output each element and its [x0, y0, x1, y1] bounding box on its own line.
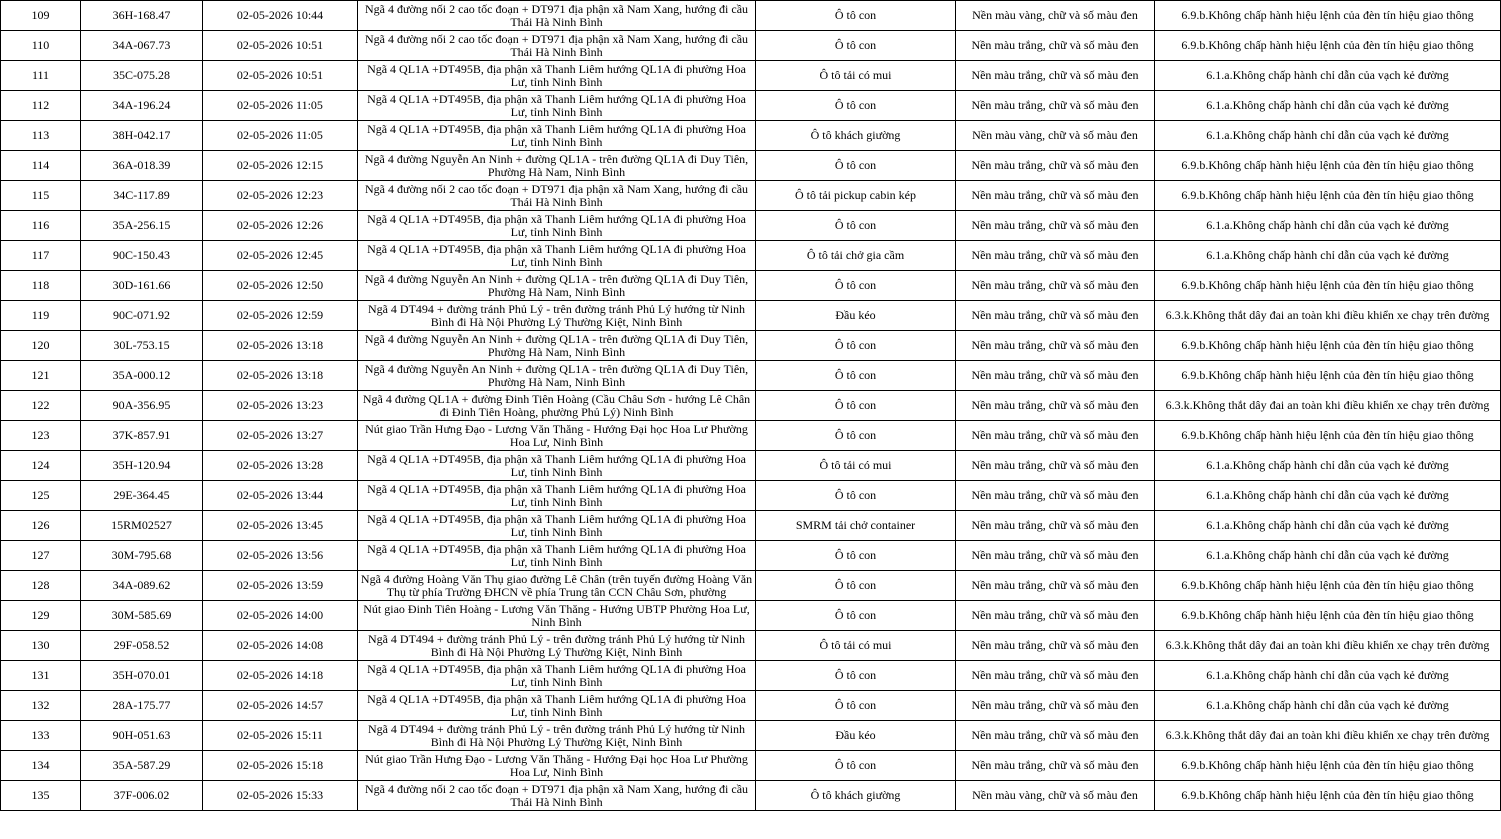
violation-cell: 6.1.a.Không chấp hành chỉ dẫn của vạch kẻ đường: [1155, 451, 1501, 481]
vehicle-type-cell: Đầu kéo: [756, 301, 956, 331]
vehicle-type-cell: Ô tô con: [756, 91, 956, 121]
row-number-cell: 130: [1, 631, 81, 661]
plate-number-cell: 37K-857.91: [81, 421, 203, 451]
row-number-cell: 113: [1, 121, 81, 151]
plate-number-cell: 36H-168.47: [81, 1, 203, 31]
row-number-cell: 133: [1, 721, 81, 751]
row-number-cell: 126: [1, 511, 81, 541]
plate-color-cell: Nền màu vàng, chữ và số màu đen: [956, 121, 1155, 151]
plate-number-cell: 34A-196.24: [81, 91, 203, 121]
table-row: [1, 121, 1501, 151]
location-cell: Ngã 4 đường nối 2 cao tốc đoạn + DT971 địa phận xã Nam Xang, hướng đi cầu Thái Hà Ninh Bình: [358, 181, 756, 211]
timestamp-cell: 02-05-2026 14:18: [203, 661, 358, 691]
location-cell: Ngã 4 QL1A +DT495B, địa phận xã Thanh Liêm hướng QL1A đi phường Hoa Lư, tỉnh Ninh Bình: [358, 511, 756, 541]
plate-number-cell: 90C-150.43: [81, 241, 203, 271]
vehicle-type-cell: Ô tô con: [756, 601, 956, 631]
violation-cell: 6.9.b.Không chấp hành hiệu lệnh của đèn tín hiệu giao thông: [1155, 31, 1501, 61]
location-cell: Ngã 4 đường nối 2 cao tốc đoạn + DT971 địa phận xã Nam Xang, hướng đi cầu Thái Hà Ninh Bình: [358, 31, 756, 61]
vehicle-type-cell: Ô tô con: [756, 361, 956, 391]
table-row: [1, 511, 1501, 541]
row-number-cell: 128: [1, 571, 81, 601]
timestamp-cell: 02-05-2026 15:33: [203, 781, 358, 811]
violation-cell: 6.3.k.Không thắt dây đai an toàn khi điều khiển xe chạy trên đường: [1155, 301, 1501, 331]
plate-number-cell: 30M-795.68: [81, 541, 203, 571]
row-number-cell: 120: [1, 331, 81, 361]
vehicle-type-cell: Đầu kéo: [756, 721, 956, 751]
timestamp-cell: 02-05-2026 10:51: [203, 61, 358, 91]
table-row: [1, 391, 1501, 421]
location-cell: Ngã 4 đường Hoàng Văn Thụ giao đường Lê Chân (trên tuyến đường Hoàng Văn Thụ từ phía Trường ĐHCN về phía Trung tân CCN Châu Sơn, phường: [358, 571, 756, 601]
row-number-cell: 114: [1, 151, 81, 181]
table-row: [1, 61, 1501, 91]
location-cell: Ngã 4 DT494 + đường tránh Phủ Lý - trên đường tránh Phủ Lý hướng từ Ninh Bình đi Hà Nội Phường Lý Thường Kiệt, Ninh Bình: [358, 721, 756, 751]
plate-color-cell: Nền màu trắng, chữ và số màu đen: [956, 31, 1155, 61]
location-cell: Ngã 4 QL1A +DT495B, địa phận xã Thanh Liêm hướng QL1A đi phường Hoa Lư, tỉnh Ninh Bình: [358, 661, 756, 691]
table-row: [1, 571, 1501, 601]
plate-color-cell: Nền màu trắng, chữ và số màu đen: [956, 211, 1155, 241]
violation-cell: 6.1.a.Không chấp hành chỉ dẫn của vạch kẻ đường: [1155, 241, 1501, 271]
location-cell: Ngã 4 đường Nguyễn An Ninh + đường QL1A - trên đường QL1A đi Duy Tiên, Phường Hà Nam, Ninh Bình: [358, 361, 756, 391]
violation-cell: 6.9.b.Không chấp hành hiệu lệnh của đèn tín hiệu giao thông: [1155, 751, 1501, 781]
plate-color-cell: Nền màu trắng, chữ và số màu đen: [956, 751, 1155, 781]
timestamp-cell: 02-05-2026 10:51: [203, 31, 358, 61]
timestamp-cell: 02-05-2026 13:23: [203, 391, 358, 421]
location-cell: Ngã 4 đường QL1A + đường Đinh Tiên Hoàng (Cầu Châu Sơn - hướng Lê Chân đi Đinh Tiên Hoàng, phường Phủ Lý) Ninh Bình: [358, 391, 756, 421]
location-cell: Ngã 4 đường nối 2 cao tốc đoạn + DT971 địa phận xã Nam Xang, hướng đi cầu Thái Hà Ninh Bình: [358, 781, 756, 811]
violation-cell: 6.3.k.Không thắt dây đai an toàn khi điều khiển xe chạy trên đường: [1155, 721, 1501, 751]
violation-cell: 6.1.a.Không chấp hành chỉ dẫn của vạch kẻ đường: [1155, 61, 1501, 91]
row-number-cell: 112: [1, 91, 81, 121]
plate-number-cell: 35H-120.94: [81, 451, 203, 481]
timestamp-cell: 02-05-2026 12:59: [203, 301, 358, 331]
plate-color-cell: Nền màu trắng, chữ và số màu đen: [956, 91, 1155, 121]
vehicle-type-cell: Ô tô tải pickup cabin kép: [756, 181, 956, 211]
timestamp-cell: 02-05-2026 12:45: [203, 241, 358, 271]
row-number-cell: 115: [1, 181, 81, 211]
violation-cell: 6.9.b.Không chấp hành hiệu lệnh của đèn tín hiệu giao thông: [1155, 1, 1501, 31]
timestamp-cell: 02-05-2026 13:59: [203, 571, 358, 601]
plate-color-cell: Nền màu trắng, chữ và số màu đen: [956, 661, 1155, 691]
row-number-cell: 117: [1, 241, 81, 271]
location-cell: Nút giao Đinh Tiên Hoàng - Lương Văn Thăng - Hướng UBTP Phường Hoa Lư, Ninh Bình: [358, 601, 756, 631]
vehicle-type-cell: Ô tô con: [756, 421, 956, 451]
location-cell: Nút giao Trần Hưng Đạo - Lương Văn Thăng - Hướng Đại học Hoa Lư Phường Hoa Lư, Ninh Bình: [358, 421, 756, 451]
table-row: [1, 211, 1501, 241]
table-row: [1, 781, 1501, 811]
location-cell: Ngã 4 QL1A +DT495B, địa phận xã Thanh Liêm hướng QL1A đi phường Hoa Lư, tỉnh Ninh Bình: [358, 121, 756, 151]
violation-cell: 6.9.b.Không chấp hành hiệu lệnh của đèn tín hiệu giao thông: [1155, 781, 1501, 811]
table-body: [1, 1, 1501, 811]
plate-color-cell: Nền màu trắng, chữ và số màu đen: [956, 631, 1155, 661]
timestamp-cell: 02-05-2026 12:50: [203, 271, 358, 301]
violation-cell: 6.1.a.Không chấp hành chỉ dẫn của vạch kẻ đường: [1155, 481, 1501, 511]
table-row: [1, 721, 1501, 751]
timestamp-cell: 02-05-2026 13:44: [203, 481, 358, 511]
violation-cell: 6.9.b.Không chấp hành hiệu lệnh của đèn tín hiệu giao thông: [1155, 601, 1501, 631]
table-row: [1, 271, 1501, 301]
location-cell: Ngã 4 đường nối 2 cao tốc đoạn + DT971 địa phận xã Nam Xang, hướng đi cầu Thái Hà Ninh Bình: [358, 1, 756, 31]
row-number-cell: 116: [1, 211, 81, 241]
plate-number-cell: 38H-042.17: [81, 121, 203, 151]
vehicle-type-cell: Ô tô con: [756, 271, 956, 301]
vehicle-type-cell: Ô tô tải có mui: [756, 631, 956, 661]
plate-number-cell: 35A-256.15: [81, 211, 203, 241]
plate-color-cell: Nền màu vàng, chữ và số màu đen: [956, 1, 1155, 31]
plate-number-cell: 35H-070.01: [81, 661, 203, 691]
table-row: [1, 661, 1501, 691]
plate-color-cell: Nền màu trắng, chữ và số màu đen: [956, 601, 1155, 631]
row-number-cell: 129: [1, 601, 81, 631]
timestamp-cell: 02-05-2026 13:56: [203, 541, 358, 571]
row-number-cell: 132: [1, 691, 81, 721]
vehicle-type-cell: Ô tô con: [756, 571, 956, 601]
location-cell: Ngã 4 đường Nguyễn An Ninh + đường QL1A - trên đường QL1A đi Duy Tiên, Phường Hà Nam, Ninh Bình: [358, 151, 756, 181]
plate-number-cell: 37F-006.02: [81, 781, 203, 811]
location-cell: Ngã 4 QL1A +DT495B, địa phận xã Thanh Liêm hướng QL1A đi phường Hoa Lư, tỉnh Ninh Bình: [358, 691, 756, 721]
vehicle-type-cell: Ô tô con: [756, 151, 956, 181]
plate-color-cell: Nền màu trắng, chữ và số màu đen: [956, 721, 1155, 751]
plate-color-cell: Nền màu trắng, chữ và số màu đen: [956, 241, 1155, 271]
timestamp-cell: 02-05-2026 15:18: [203, 751, 358, 781]
violation-cell: 6.1.a.Không chấp hành chỉ dẫn của vạch kẻ đường: [1155, 691, 1501, 721]
row-number-cell: 109: [1, 1, 81, 31]
row-number-cell: 134: [1, 751, 81, 781]
table-row: [1, 601, 1501, 631]
row-number-cell: 131: [1, 661, 81, 691]
violation-cell: 6.9.b.Không chấp hành hiệu lệnh của đèn tín hiệu giao thông: [1155, 271, 1501, 301]
table-row: [1, 691, 1501, 721]
timestamp-cell: 02-05-2026 15:11: [203, 721, 358, 751]
table-row: [1, 241, 1501, 271]
violation-cell: 6.1.a.Không chấp hành chỉ dẫn của vạch kẻ đường: [1155, 541, 1501, 571]
plate-number-cell: 30L-753.15: [81, 331, 203, 361]
plate-color-cell: Nền màu trắng, chữ và số màu đen: [956, 391, 1155, 421]
location-cell: Ngã 4 DT494 + đường tránh Phủ Lý - trên đường tránh Phủ Lý hướng từ Ninh Bình đi Hà Nội Phường Lý Thường Kiệt, Ninh Bình: [358, 631, 756, 661]
table-row: [1, 481, 1501, 511]
timestamp-cell: 02-05-2026 13:18: [203, 361, 358, 391]
violation-cell: 6.1.a.Không chấp hành chỉ dẫn của vạch kẻ đường: [1155, 211, 1501, 241]
plate-number-cell: 35A-000.12: [81, 361, 203, 391]
plate-number-cell: 30D-161.66: [81, 271, 203, 301]
table-row: [1, 361, 1501, 391]
plate-number-cell: 90A-356.95: [81, 391, 203, 421]
timestamp-cell: 02-05-2026 13:27: [203, 421, 358, 451]
location-cell: Ngã 4 QL1A +DT495B, địa phận xã Thanh Liêm hướng QL1A đi phường Hoa Lư, tỉnh Ninh Bình: [358, 541, 756, 571]
vehicle-type-cell: Ô tô con: [756, 691, 956, 721]
plate-color-cell: Nền màu trắng, chữ và số màu đen: [956, 481, 1155, 511]
row-number-cell: 125: [1, 481, 81, 511]
plate-color-cell: Nền màu vàng, chữ và số màu đen: [956, 781, 1155, 811]
violation-cell: 6.9.b.Không chấp hành hiệu lệnh của đèn tín hiệu giao thông: [1155, 361, 1501, 391]
vehicle-type-cell: Ô tô con: [756, 1, 956, 31]
table-row: [1, 181, 1501, 211]
vehicle-type-cell: Ô tô con: [756, 541, 956, 571]
row-number-cell: 110: [1, 31, 81, 61]
plate-color-cell: Nền màu trắng, chữ và số màu đen: [956, 451, 1155, 481]
violation-cell: 6.3.k.Không thắt dây đai an toàn khi điều khiển xe chạy trên đường: [1155, 391, 1501, 421]
table-row: [1, 31, 1501, 61]
table-row: [1, 1, 1501, 31]
location-cell: Ngã 4 QL1A +DT495B, địa phận xã Thanh Liêm hướng QL1A đi phường Hoa Lư, tỉnh Ninh Bình: [358, 91, 756, 121]
timestamp-cell: 02-05-2026 14:08: [203, 631, 358, 661]
plate-number-cell: 35A-587.29: [81, 751, 203, 781]
violation-cell: 6.3.k.Không thắt dây đai an toàn khi điều khiển xe chạy trên đường: [1155, 631, 1501, 661]
row-number-cell: 111: [1, 61, 81, 91]
location-cell: Ngã 4 QL1A +DT495B, địa phận xã Thanh Liêm hướng QL1A đi phường Hoa Lư, tỉnh Ninh Bình: [358, 451, 756, 481]
row-number-cell: 127: [1, 541, 81, 571]
location-cell: Ngã 4 đường Nguyễn An Ninh + đường QL1A - trên đường QL1A đi Duy Tiên, Phường Hà Nam, Ninh Bình: [358, 271, 756, 301]
plate-number-cell: 90C-071.92: [81, 301, 203, 331]
vehicle-type-cell: Ô tô con: [756, 31, 956, 61]
table-row: [1, 541, 1501, 571]
plate-color-cell: Nền màu trắng, chữ và số màu đen: [956, 61, 1155, 91]
plate-number-cell: 34A-067.73: [81, 31, 203, 61]
location-cell: Nút giao Trần Hưng Đạo - Lương Văn Thăng - Hướng Đại học Hoa Lư Phường Hoa Lư, Ninh Bình: [358, 751, 756, 781]
row-number-cell: 122: [1, 391, 81, 421]
table-row: [1, 421, 1501, 451]
plate-color-cell: Nền màu trắng, chữ và số màu đen: [956, 421, 1155, 451]
location-cell: Ngã 4 QL1A +DT495B, địa phận xã Thanh Liêm hướng QL1A đi phường Hoa Lư, tỉnh Ninh Bình: [358, 61, 756, 91]
plate-color-cell: Nền màu trắng, chữ và số màu đen: [956, 151, 1155, 181]
location-cell: Ngã 4 DT494 + đường tránh Phủ Lý - trên đường tránh Phủ Lý hướng từ Ninh Bình đi Hà Nội Phường Lý Thường Kiệt, Ninh Bình: [358, 301, 756, 331]
location-cell: Ngã 4 đường Nguyễn An Ninh + đường QL1A - trên đường QL1A đi Duy Tiên, Phường Hà Nam, Ninh Bình: [358, 331, 756, 361]
vehicle-type-cell: Ô tô khách giường: [756, 781, 956, 811]
plate-number-cell: 34C-117.89: [81, 181, 203, 211]
violation-cell: 6.1.a.Không chấp hành chỉ dẫn của vạch kẻ đường: [1155, 661, 1501, 691]
violation-cell: 6.9.b.Không chấp hành hiệu lệnh của đèn tín hiệu giao thông: [1155, 331, 1501, 361]
plate-number-cell: 35C-075.28: [81, 61, 203, 91]
plate-number-cell: 36A-018.39: [81, 151, 203, 181]
location-cell: Ngã 4 QL1A +DT495B, địa phận xã Thanh Liêm hướng QL1A đi phường Hoa Lư, tỉnh Ninh Bình: [358, 241, 756, 271]
table-row: [1, 151, 1501, 181]
table-row: [1, 451, 1501, 481]
plate-color-cell: Nền màu trắng, chữ và số màu đen: [956, 271, 1155, 301]
plate-number-cell: 90H-051.63: [81, 721, 203, 751]
table-row: [1, 331, 1501, 361]
plate-color-cell: Nền màu trắng, chữ và số màu đen: [956, 331, 1155, 361]
plate-color-cell: Nền màu trắng, chữ và số màu đen: [956, 691, 1155, 721]
violation-cell: 6.1.a.Không chấp hành chỉ dẫn của vạch kẻ đường: [1155, 91, 1501, 121]
timestamp-cell: 02-05-2026 11:05: [203, 121, 358, 151]
timestamp-cell: 02-05-2026 12:15: [203, 151, 358, 181]
row-number-cell: 124: [1, 451, 81, 481]
plate-number-cell: 34A-089.62: [81, 571, 203, 601]
plate-color-cell: Nền màu trắng, chữ và số màu đen: [956, 511, 1155, 541]
plate-number-cell: 29E-364.45: [81, 481, 203, 511]
location-cell: Ngã 4 QL1A +DT495B, địa phận xã Thanh Liêm hướng QL1A đi phường Hoa Lư, tỉnh Ninh Bình: [358, 481, 756, 511]
timestamp-cell: 02-05-2026 11:05: [203, 91, 358, 121]
timestamp-cell: 02-05-2026 14:00: [203, 601, 358, 631]
row-number-cell: 118: [1, 271, 81, 301]
row-number-cell: 121: [1, 361, 81, 391]
plate-color-cell: Nền màu trắng, chữ và số màu đen: [956, 541, 1155, 571]
vehicle-type-cell: Ô tô con: [756, 661, 956, 691]
table-row: [1, 301, 1501, 331]
row-number-cell: 119: [1, 301, 81, 331]
violation-cell: 6.9.b.Không chấp hành hiệu lệnh của đèn tín hiệu giao thông: [1155, 421, 1501, 451]
location-cell: Ngã 4 QL1A +DT495B, địa phận xã Thanh Liêm hướng QL1A đi phường Hoa Lư, tỉnh Ninh Bình: [358, 211, 756, 241]
timestamp-cell: 02-05-2026 10:44: [203, 1, 358, 31]
row-number-cell: 123: [1, 421, 81, 451]
timestamp-cell: 02-05-2026 12:23: [203, 181, 358, 211]
table-row: [1, 631, 1501, 661]
violation-cell: 6.9.b.Không chấp hành hiệu lệnh của đèn tín hiệu giao thông: [1155, 181, 1501, 211]
plate-color-cell: Nền màu trắng, chữ và số màu đen: [956, 361, 1155, 391]
violation-cell: 6.9.b.Không chấp hành hiệu lệnh của đèn tín hiệu giao thông: [1155, 571, 1501, 601]
vehicle-type-cell: Ô tô tải có mui: [756, 451, 956, 481]
violation-cell: 6.1.a.Không chấp hành chỉ dẫn của vạch kẻ đường: [1155, 511, 1501, 541]
vehicle-type-cell: SMRM tải chở container: [756, 511, 956, 541]
timestamp-cell: 02-05-2026 13:45: [203, 511, 358, 541]
timestamp-cell: 02-05-2026 13:18: [203, 331, 358, 361]
vehicle-type-cell: Ô tô con: [756, 481, 956, 511]
plate-color-cell: Nền màu trắng, chữ và số màu đen: [956, 571, 1155, 601]
vehicle-type-cell: Ô tô con: [756, 751, 956, 781]
plate-color-cell: Nền màu trắng, chữ và số màu đen: [956, 301, 1155, 331]
violation-cell: 6.9.b.Không chấp hành hiệu lệnh của đèn tín hiệu giao thông: [1155, 151, 1501, 181]
vehicle-type-cell: Ô tô tải có mui: [756, 61, 956, 91]
vehicle-type-cell: Ô tô con: [756, 331, 956, 361]
plate-number-cell: 30M-585.69: [81, 601, 203, 631]
vehicle-type-cell: Ô tô tải chở gia cầm: [756, 241, 956, 271]
table-row: [1, 91, 1501, 121]
timestamp-cell: 02-05-2026 14:57: [203, 691, 358, 721]
vehicle-type-cell: Ô tô con: [756, 211, 956, 241]
table-row: [1, 751, 1501, 781]
plate-number-cell: 29F-058.52: [81, 631, 203, 661]
violation-cell: 6.1.a.Không chấp hành chỉ dẫn của vạch kẻ đường: [1155, 121, 1501, 151]
timestamp-cell: 02-05-2026 12:26: [203, 211, 358, 241]
vehicle-type-cell: Ô tô con: [756, 391, 956, 421]
plate-color-cell: Nền màu trắng, chữ và số màu đen: [956, 181, 1155, 211]
plate-number-cell: 28A-175.77: [81, 691, 203, 721]
timestamp-cell: 02-05-2026 13:28: [203, 451, 358, 481]
plate-number-cell: 15RM02527: [81, 511, 203, 541]
row-number-cell: 135: [1, 781, 81, 811]
vehicle-type-cell: Ô tô khách giường: [756, 121, 956, 151]
